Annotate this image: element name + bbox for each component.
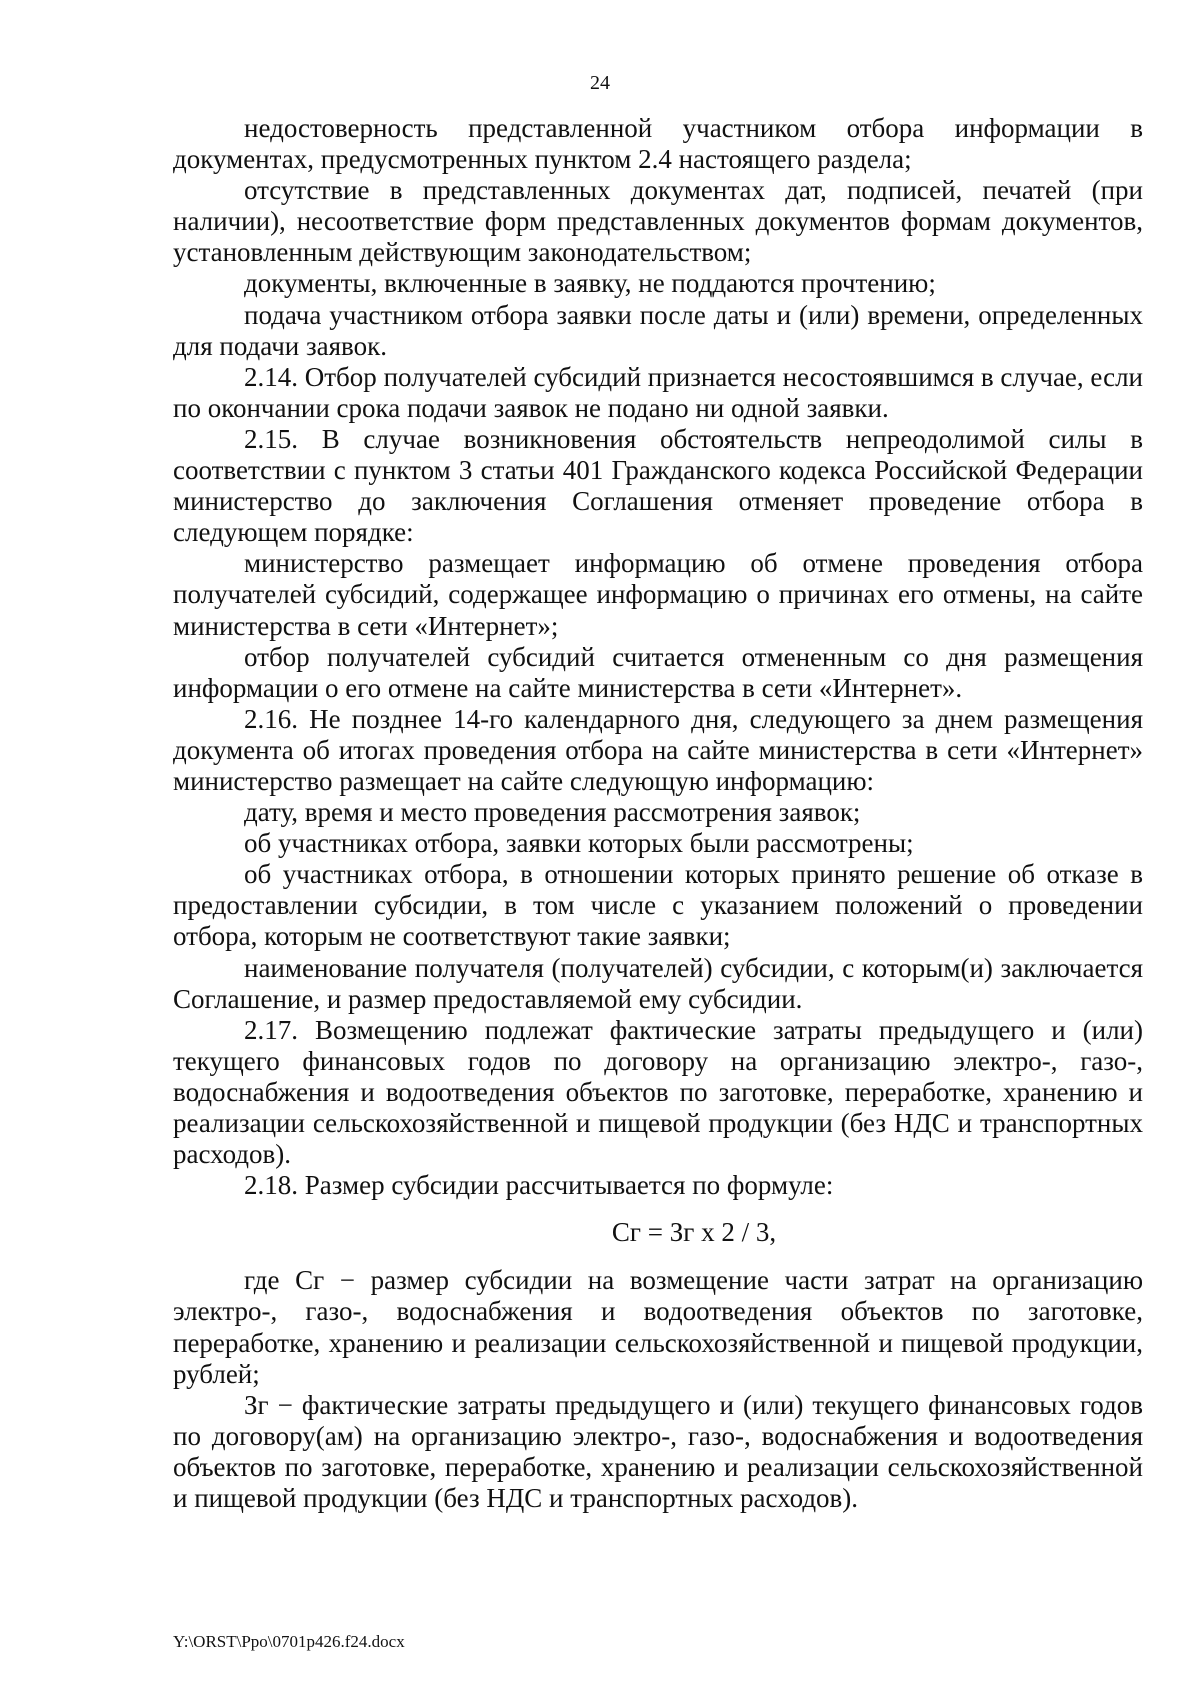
section-paragraph-2-17: 2.17. Возмещению подлежат фактические затраты предыдущего и (или) текущего финансовых годов по договору на организацию электро-, газо-, водоснабжения и водоотведения объектов по заготовке, переработке, хранению и реализации сельскохозяйственной и пищевой продукции (без НДС и транспортных расходов).: [173, 1014, 1143, 1170]
paragraph: наименование получателя (получателей) субсидии, с которым(и) заключается Соглашение, и размер предоставляемой ему субсидии.: [173, 952, 1143, 1014]
paragraph: отсутствие в представленных документах дат, подписей, печатей (при наличии), несоответствие форм представленных документов формам документов, установленным действующим законодательством;: [173, 175, 1143, 268]
section-paragraph-2-15: 2.15. В случае возникновения обстоятельств непреодолимой силы в соответствии с пунктом 3 статьи 401 Гражданского кодекса Российской Федерации министерство до заключения Соглашения отменяет проведение отбора в следующем порядке:: [173, 423, 1143, 548]
formula-definition: где Сг − размер субсидии на возмещение части затрат на организацию электро-, газо-, водоснабжения и водоотведения объектов по заготовке, переработке, хранению и реализации сельскохозяйственной и пищевой продукции, рублей;: [173, 1265, 1143, 1389]
section-paragraph-2-16: 2.16. Не позднее 14-го календарного дня, следующего за днем размещения документа об итогах проведения отбора на сайте министерства в сети «Интернет» министерство размещает на сайте следующую информацию:: [173, 703, 1143, 796]
document-body: [173, 113, 1143, 1514]
paragraph: недостоверность представленной участником отбора информации в документах, предусмотренных пунктом 2.4 настоящего раздела;: [173, 113, 1143, 175]
footer-file-path: Y:\ORST\Ppo\0701p426.f24.docx: [173, 1632, 405, 1651]
paragraph: подача участником отбора заявки после даты и (или) времени, определенных для подачи заявок.: [173, 299, 1143, 361]
paragraph: министерство размещает информацию об отмене проведения отбора получателей субсидий, содержащее информацию о причинах его отмены, на сайте министерства в сети «Интернет»;: [173, 548, 1143, 641]
paragraph: отбор получателей субсидий считается отмененным со дня размещения информации о его отмене на сайте министерства в сети «Интернет».: [173, 641, 1143, 703]
paragraph: дату, время и место проведения рассмотрения заявок;: [244, 797, 861, 828]
paragraph: об участниках отбора, заявки которых были рассмотрены;: [244, 828, 914, 859]
paragraph: об участниках отбора, в отношении которых принято решение об отказе в предоставлении субсидии, в том числе с указанием положений о проведении отбора, которым не соответствуют такие заявки;: [173, 859, 1143, 952]
section-paragraph-2-14: 2.14. Отбор получателей субсидий признается несостоявшимся в случае, если по окончании срока подачи заявок не подано ни одной заявки.: [173, 361, 1143, 423]
section-paragraph-2-18: 2.18. Размер субсидии рассчитывается по формуле:: [244, 1170, 834, 1201]
formula-definition: Зг − фактические затраты предыдущего и (или) текущего финансовых годов по договору(ам) на организацию электро-, газо-, водоснабжения и водоотведения объектов по заготовке, переработке, хранению и реализации сельскохозяйственной и пищевой продукции (без НДС и транспортных расходов).: [173, 1389, 1143, 1514]
subsidy-formula: Сг = Зг х 2 / 3,: [611, 1217, 777, 1248]
page-number: 24: [590, 72, 610, 94]
paragraph: документы, включенные в заявку, не поддаются прочтению;: [244, 268, 936, 299]
